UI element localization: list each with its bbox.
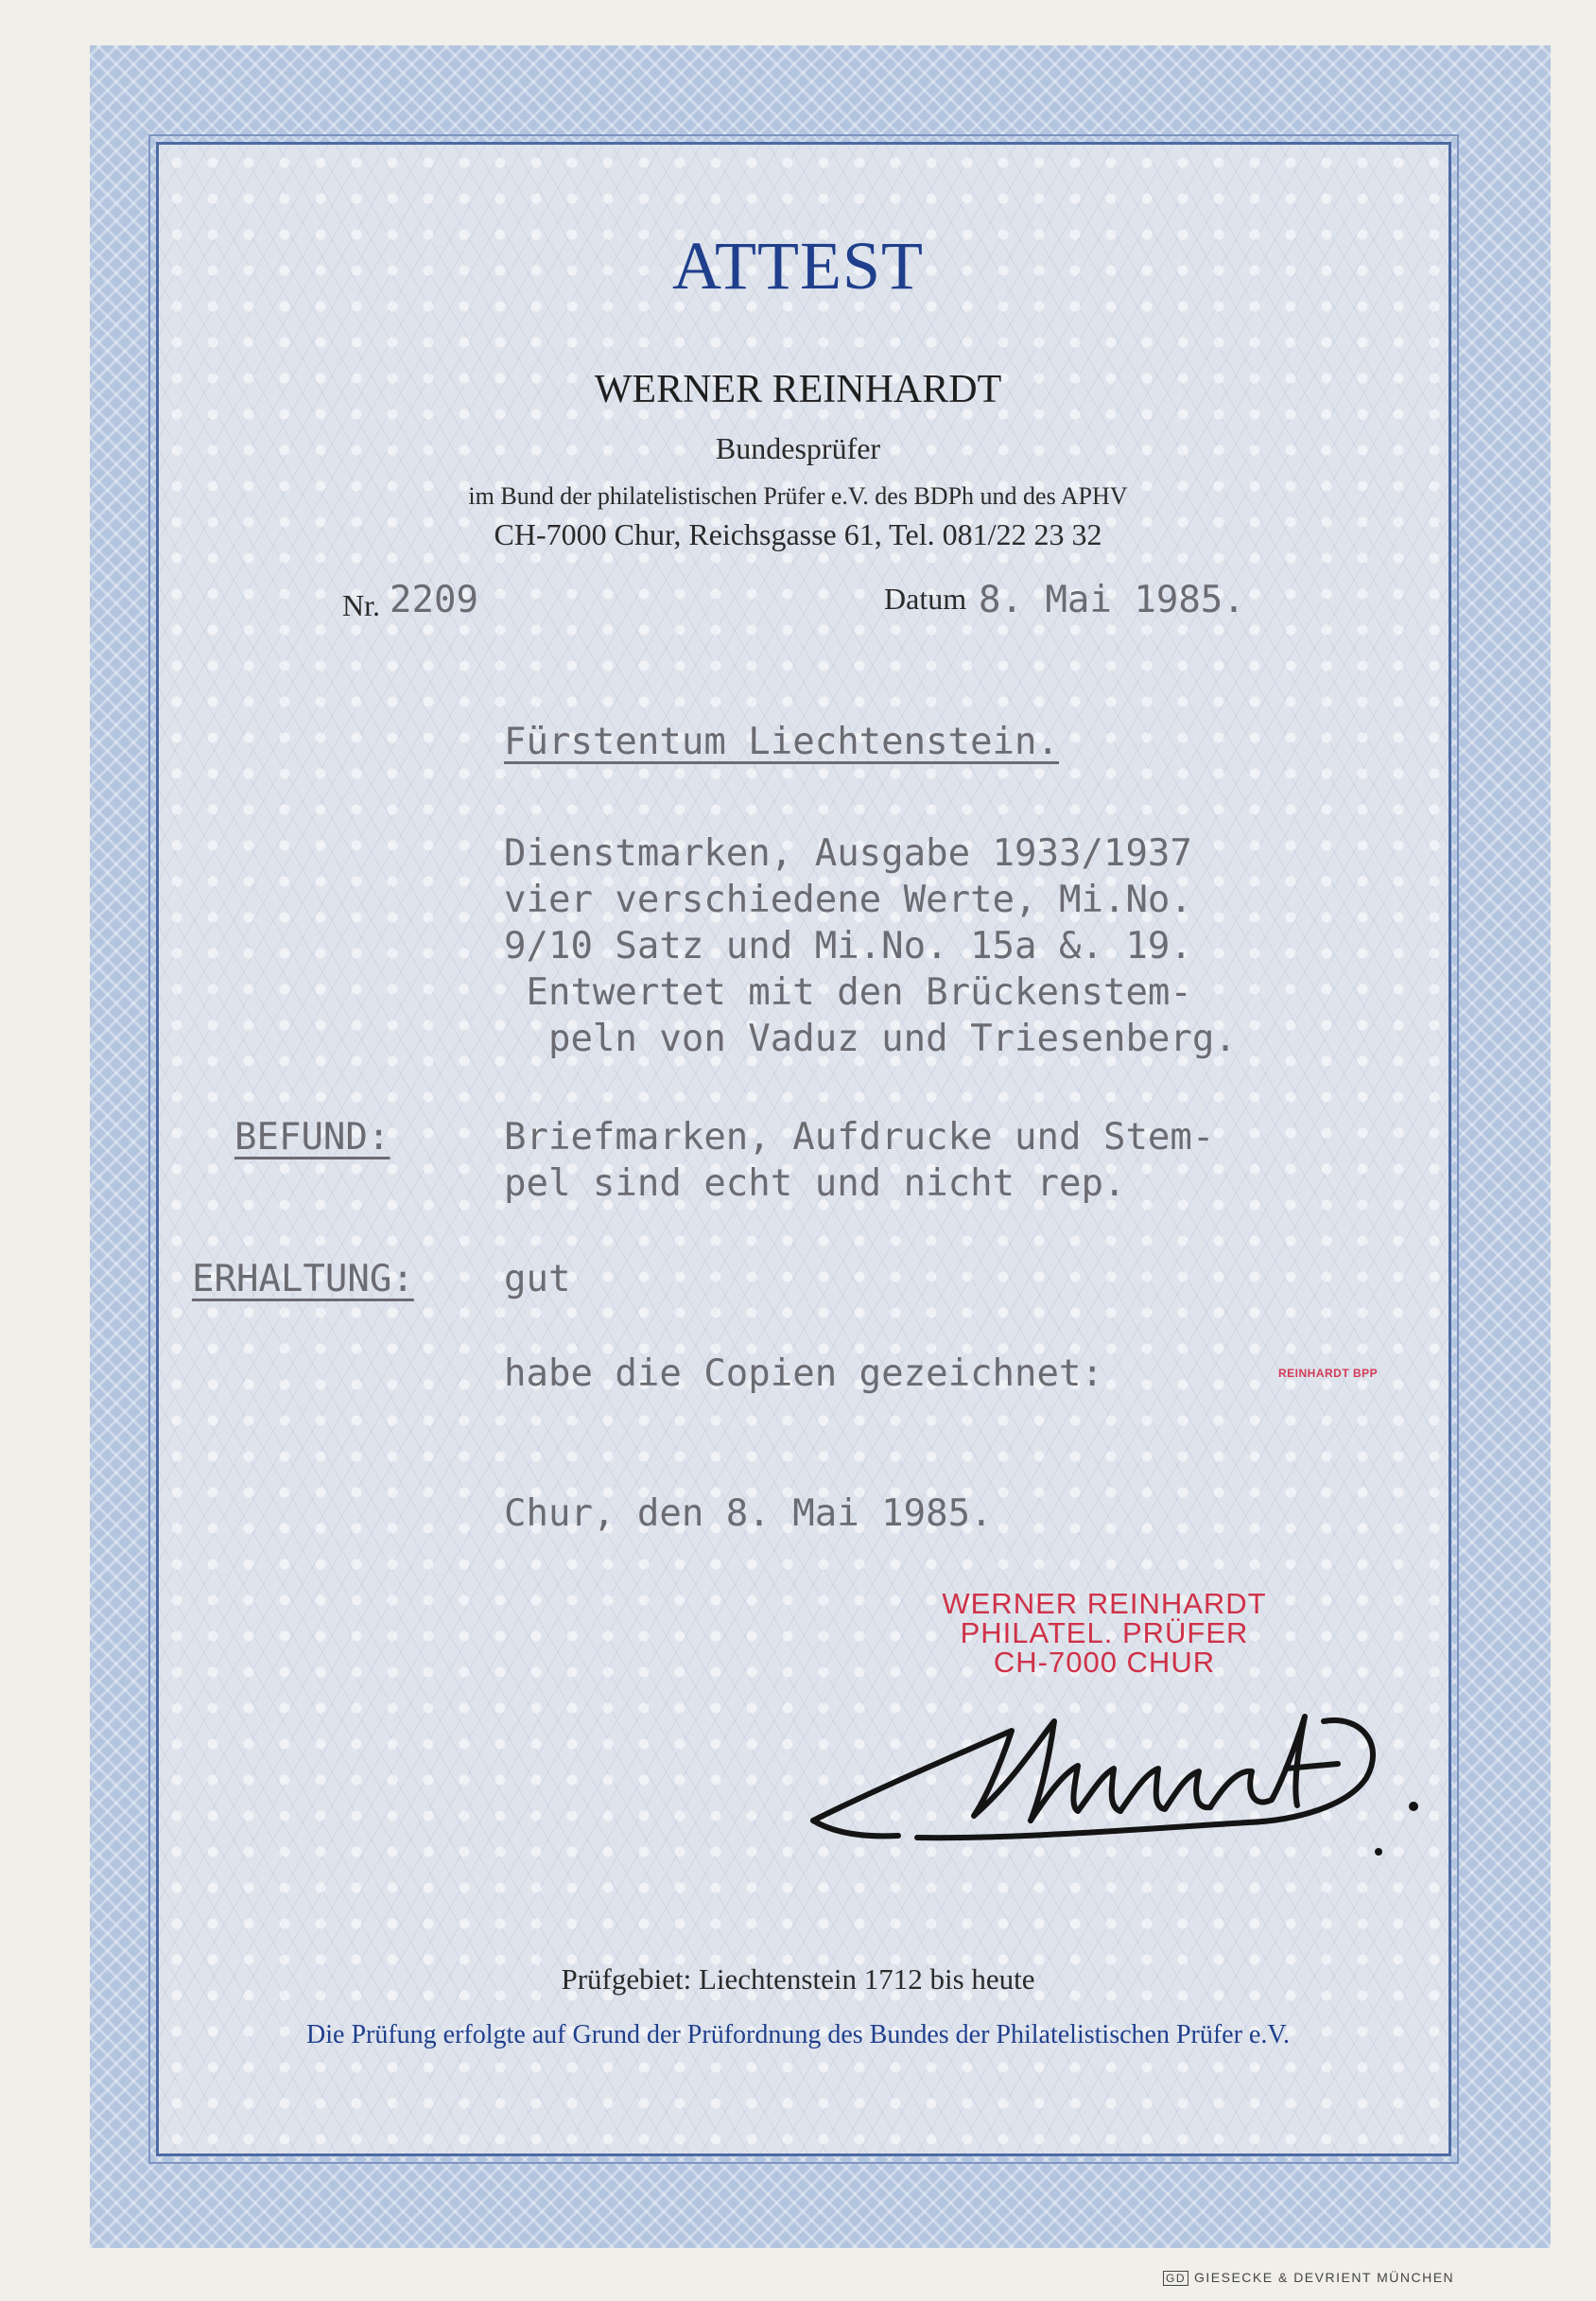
stamp-line-1: WERNER REINHARDT [942, 1587, 1267, 1620]
address-line: CH-7000 Chur, Reichsgasse 61, Tel. 081/22 23 32 [494, 517, 1102, 551]
subject-line: Fürstentum Liechtenstein. [504, 721, 1059, 763]
printer-logo-icon: GD [1163, 2271, 1188, 2286]
description-line-4: Entwertet mit den Brückenstem- [504, 971, 1192, 1014]
stamp-line-3: CH-7000 CHUR [993, 1646, 1216, 1679]
copies-mini-stamp: REINHARDT BPP [1278, 1367, 1379, 1380]
footer-note: Die Prüfung erfolgte auf Grund der Prüfordnung des Bundes der Philatelistischen Prüfer e.V. [306, 2020, 1290, 2049]
association-line: im Bund der philatelistischen Prüfer e.V. des BDPh und des APHV [468, 482, 1128, 510]
condition-label: ERHALTUNG: [192, 1258, 414, 1300]
copies-note: habe die Copien gezeichnet: [504, 1352, 1103, 1395]
finding-label: BEFUND: [234, 1116, 390, 1159]
description-line-3: 9/10 Satz und Mi.No. 15a &. 19. [504, 925, 1192, 967]
description-line-5: peln von Vaduz und Triesenberg. [504, 1018, 1237, 1060]
certificate-title: ATTEST [672, 228, 924, 304]
finding-line-1: Briefmarken, Aufdrucke und Stem- [504, 1116, 1215, 1159]
number-label: Nr. [342, 588, 380, 622]
description-line-2: vier verschiedene Werte, Mi.No. [504, 879, 1192, 921]
place-date: Chur, den 8. Mai 1985. [504, 1492, 993, 1535]
certificate-number: 2209 [390, 579, 478, 621]
examiner-title: Bundesprüfer [715, 431, 881, 465]
printer-name: GIESECKE & DEVRIENT MÜNCHEN [1194, 2270, 1455, 2285]
date-label: Datum [884, 582, 967, 616]
stamp-line-2: PHILATEL. PRÜFER [960, 1616, 1249, 1649]
condition-value: gut [504, 1258, 571, 1300]
certificate-date: 8. Mai 1985. [979, 579, 1245, 621]
description-line-1: Dienstmarken, Ausgabe 1933/1937 [504, 832, 1192, 875]
examination-area: Prüfgebiet: Liechtenstein 1712 bis heute [561, 1962, 1035, 1996]
examiner-name: WERNER REINHARDT [594, 368, 1002, 411]
finding-line-2: pel sind echt und nicht rep. [504, 1162, 1126, 1205]
examiner-signature [794, 1679, 1456, 1868]
printer-imprint [1163, 2270, 1454, 2286]
